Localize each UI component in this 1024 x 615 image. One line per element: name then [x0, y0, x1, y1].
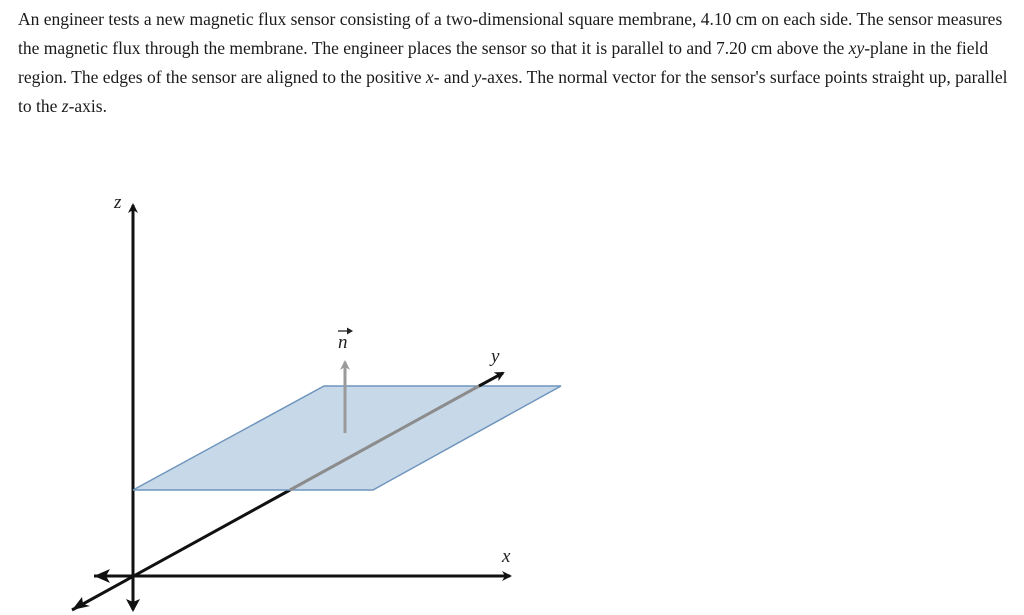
y-axis-negative-arrowhead [72, 597, 90, 610]
normal-vector-label-arrowhead [347, 328, 353, 335]
problem-text-3: - and [433, 67, 474, 87]
normal-vector-label [338, 328, 353, 354]
problem-text-4: -axes. The normal vector for the sensor's surface points straight up, parallel to the [18, 67, 1008, 116]
problem-text-5: -axis. [68, 96, 107, 116]
z-axis-label: z [114, 192, 122, 213]
x-axis-label: x [502, 546, 511, 567]
normal-vector-label-text: n [338, 332, 348, 353]
y-axis-label: y [491, 346, 500, 367]
y-axis [72, 490, 290, 610]
z-axis-negative-arrowhead [126, 599, 140, 612]
sensor-membrane [133, 386, 561, 490]
var-y: y [473, 67, 482, 87]
y-axis-behind-plane [290, 386, 479, 490]
problem-text-2: -plane in the field region. The edges of the sensor are aligned to the positive [18, 38, 989, 87]
y-axis-upper [479, 373, 503, 386]
var-x: x [425, 67, 434, 87]
x-axis-negative-arrowhead [94, 569, 110, 583]
problem-statement [18, 5, 1014, 121]
problem-text-1: An engineer tests a new magnetic flux sensor consisting of a two-dimensional square membrane, 4.10 cm on each side. The sensor measures the magnetic flux through the membrane. The engineer places the sensor so that it is parallel to and 7.20 cm above the [18, 9, 1003, 58]
var-xy: xy [848, 38, 865, 58]
var-z: z [61, 96, 69, 116]
